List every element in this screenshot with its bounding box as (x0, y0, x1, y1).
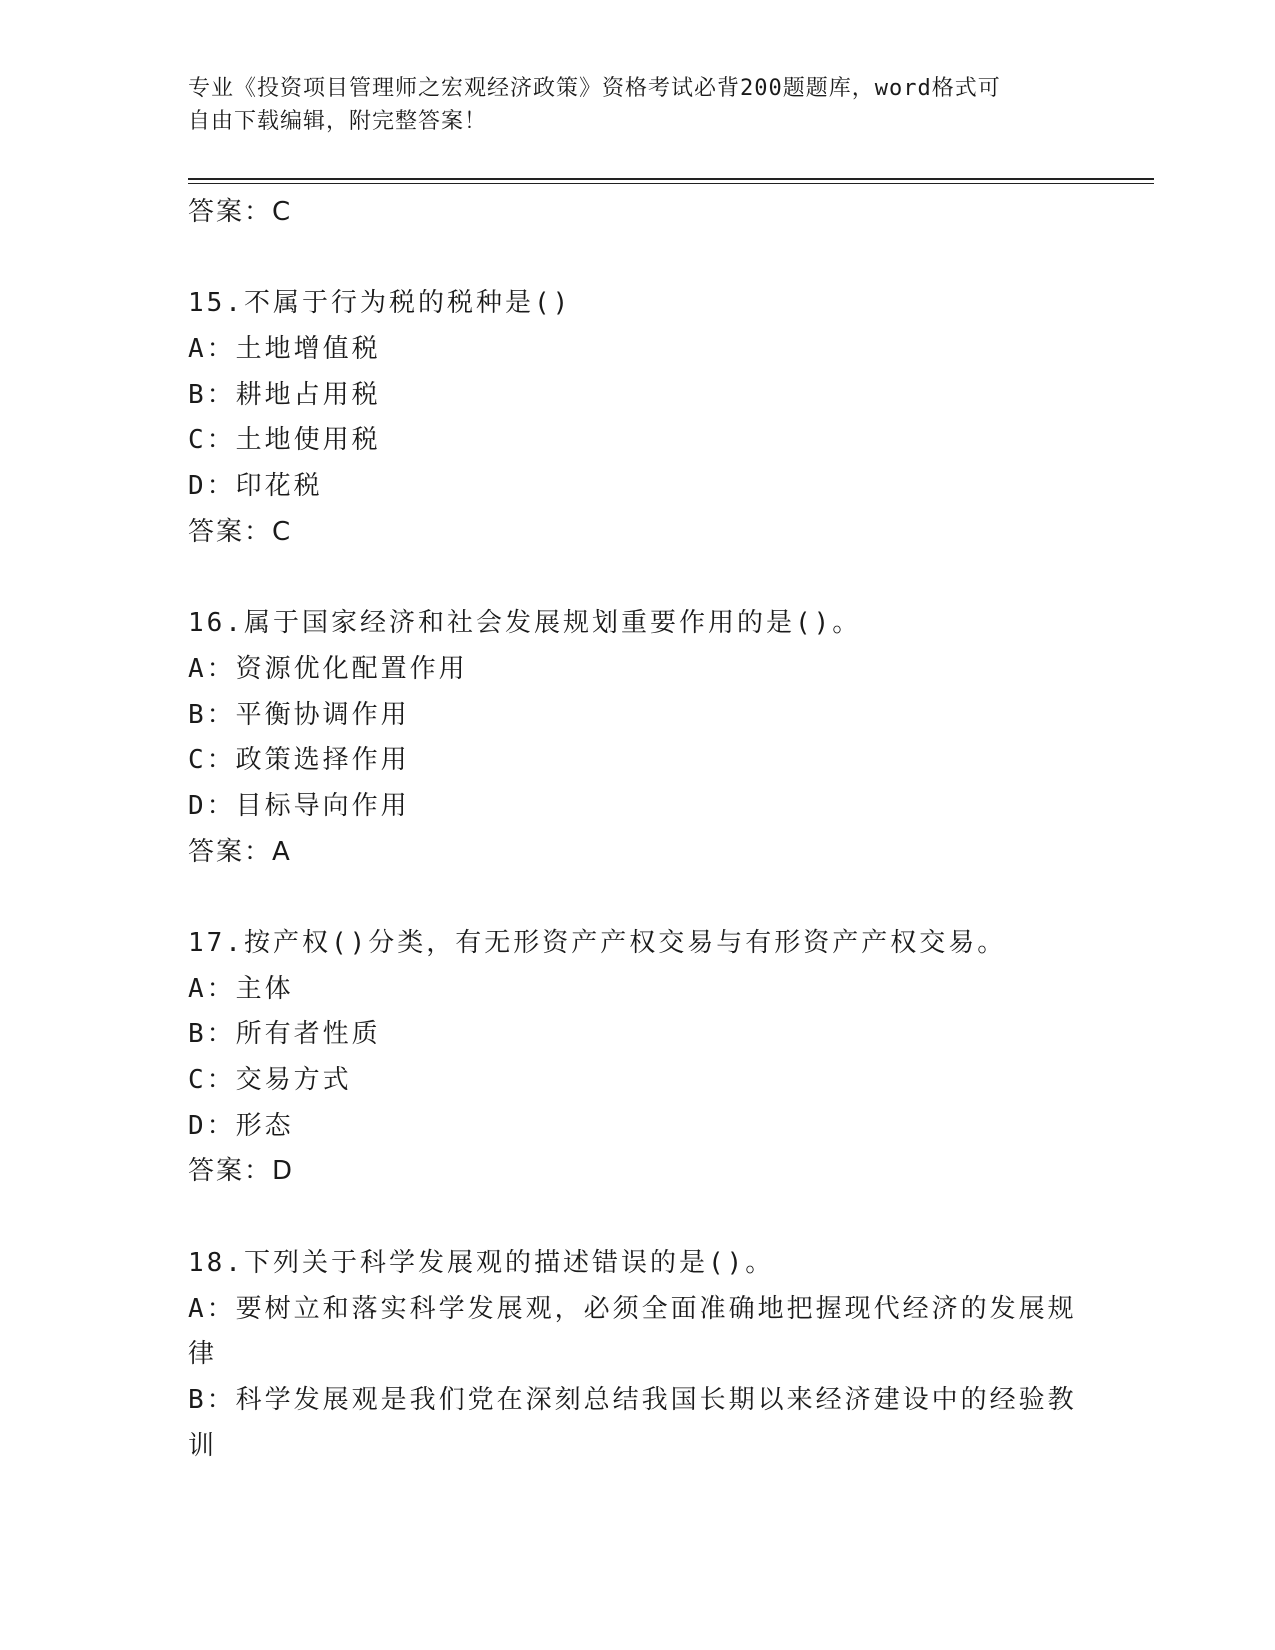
option-d: D：印花税 (188, 471, 323, 502)
option-d: D：目标导向作用 (188, 790, 410, 821)
question-stem: 17.按产权()分类，有无形资产产权交易与有形资产产权交易。 (188, 928, 1007, 958)
option-c: C：政策选择作用 (188, 745, 410, 776)
question-18 (188, 1241, 1088, 1469)
option-a: A：土地增值税 (188, 334, 381, 365)
option-d: D：形态 (188, 1110, 294, 1141)
question-16 (188, 601, 1088, 875)
option-c: C：土地使用税 (188, 425, 381, 456)
question-15 (188, 281, 1088, 555)
header-divider-thin (188, 183, 1154, 184)
header-line-1: 专业《投资项目管理师之宏观经济政策》资格考试必背200题题库，word格式可 (188, 76, 1001, 101)
question-stem: 15.不属于行为税的税种是() (188, 288, 572, 319)
option-b: B：耕地占用税 (188, 379, 381, 410)
question-17 (188, 921, 1088, 1195)
option-b: B：所有者性质 (188, 1019, 381, 1050)
header-divider-thick (188, 178, 1154, 180)
option-b-line-1: B：科学发展观是我们党在深刻总结我国长期以来经济建设中的经验教 (188, 1384, 1077, 1415)
option-b-line-2: 训 (188, 1430, 218, 1461)
option-c: C：交易方式 (188, 1065, 352, 1096)
option-a: A：主体 (188, 973, 294, 1004)
option-a-line-1: A：要树立和落实科学发展观，必须全面准确地把握现代经济的发展规 (188, 1293, 1077, 1324)
document-header (188, 72, 1078, 138)
option-a: A：资源优化配置作用 (188, 653, 468, 684)
option-a-line-2: 律 (188, 1339, 218, 1370)
question-stem: 18.下列关于科学发展观的描述错误的是()。 (188, 1247, 775, 1278)
answer: 答案：D (188, 1156, 295, 1187)
spacer (188, 875, 1088, 921)
header-line-2: 自由下载编辑，附完整答案！ (188, 109, 488, 134)
question-stem: 16.属于国家经济和社会发展规划重要作用的是()。 (188, 608, 862, 639)
option-b: B：平衡协调作用 (188, 699, 410, 730)
spacer (188, 556, 1088, 602)
answer: 答案：C (188, 516, 293, 547)
answer: 答案：A (188, 836, 292, 867)
previous-answer: 答案：C (188, 197, 293, 227)
question-list (188, 190, 1088, 1469)
spacer (188, 1195, 1088, 1241)
spacer (188, 236, 1088, 282)
